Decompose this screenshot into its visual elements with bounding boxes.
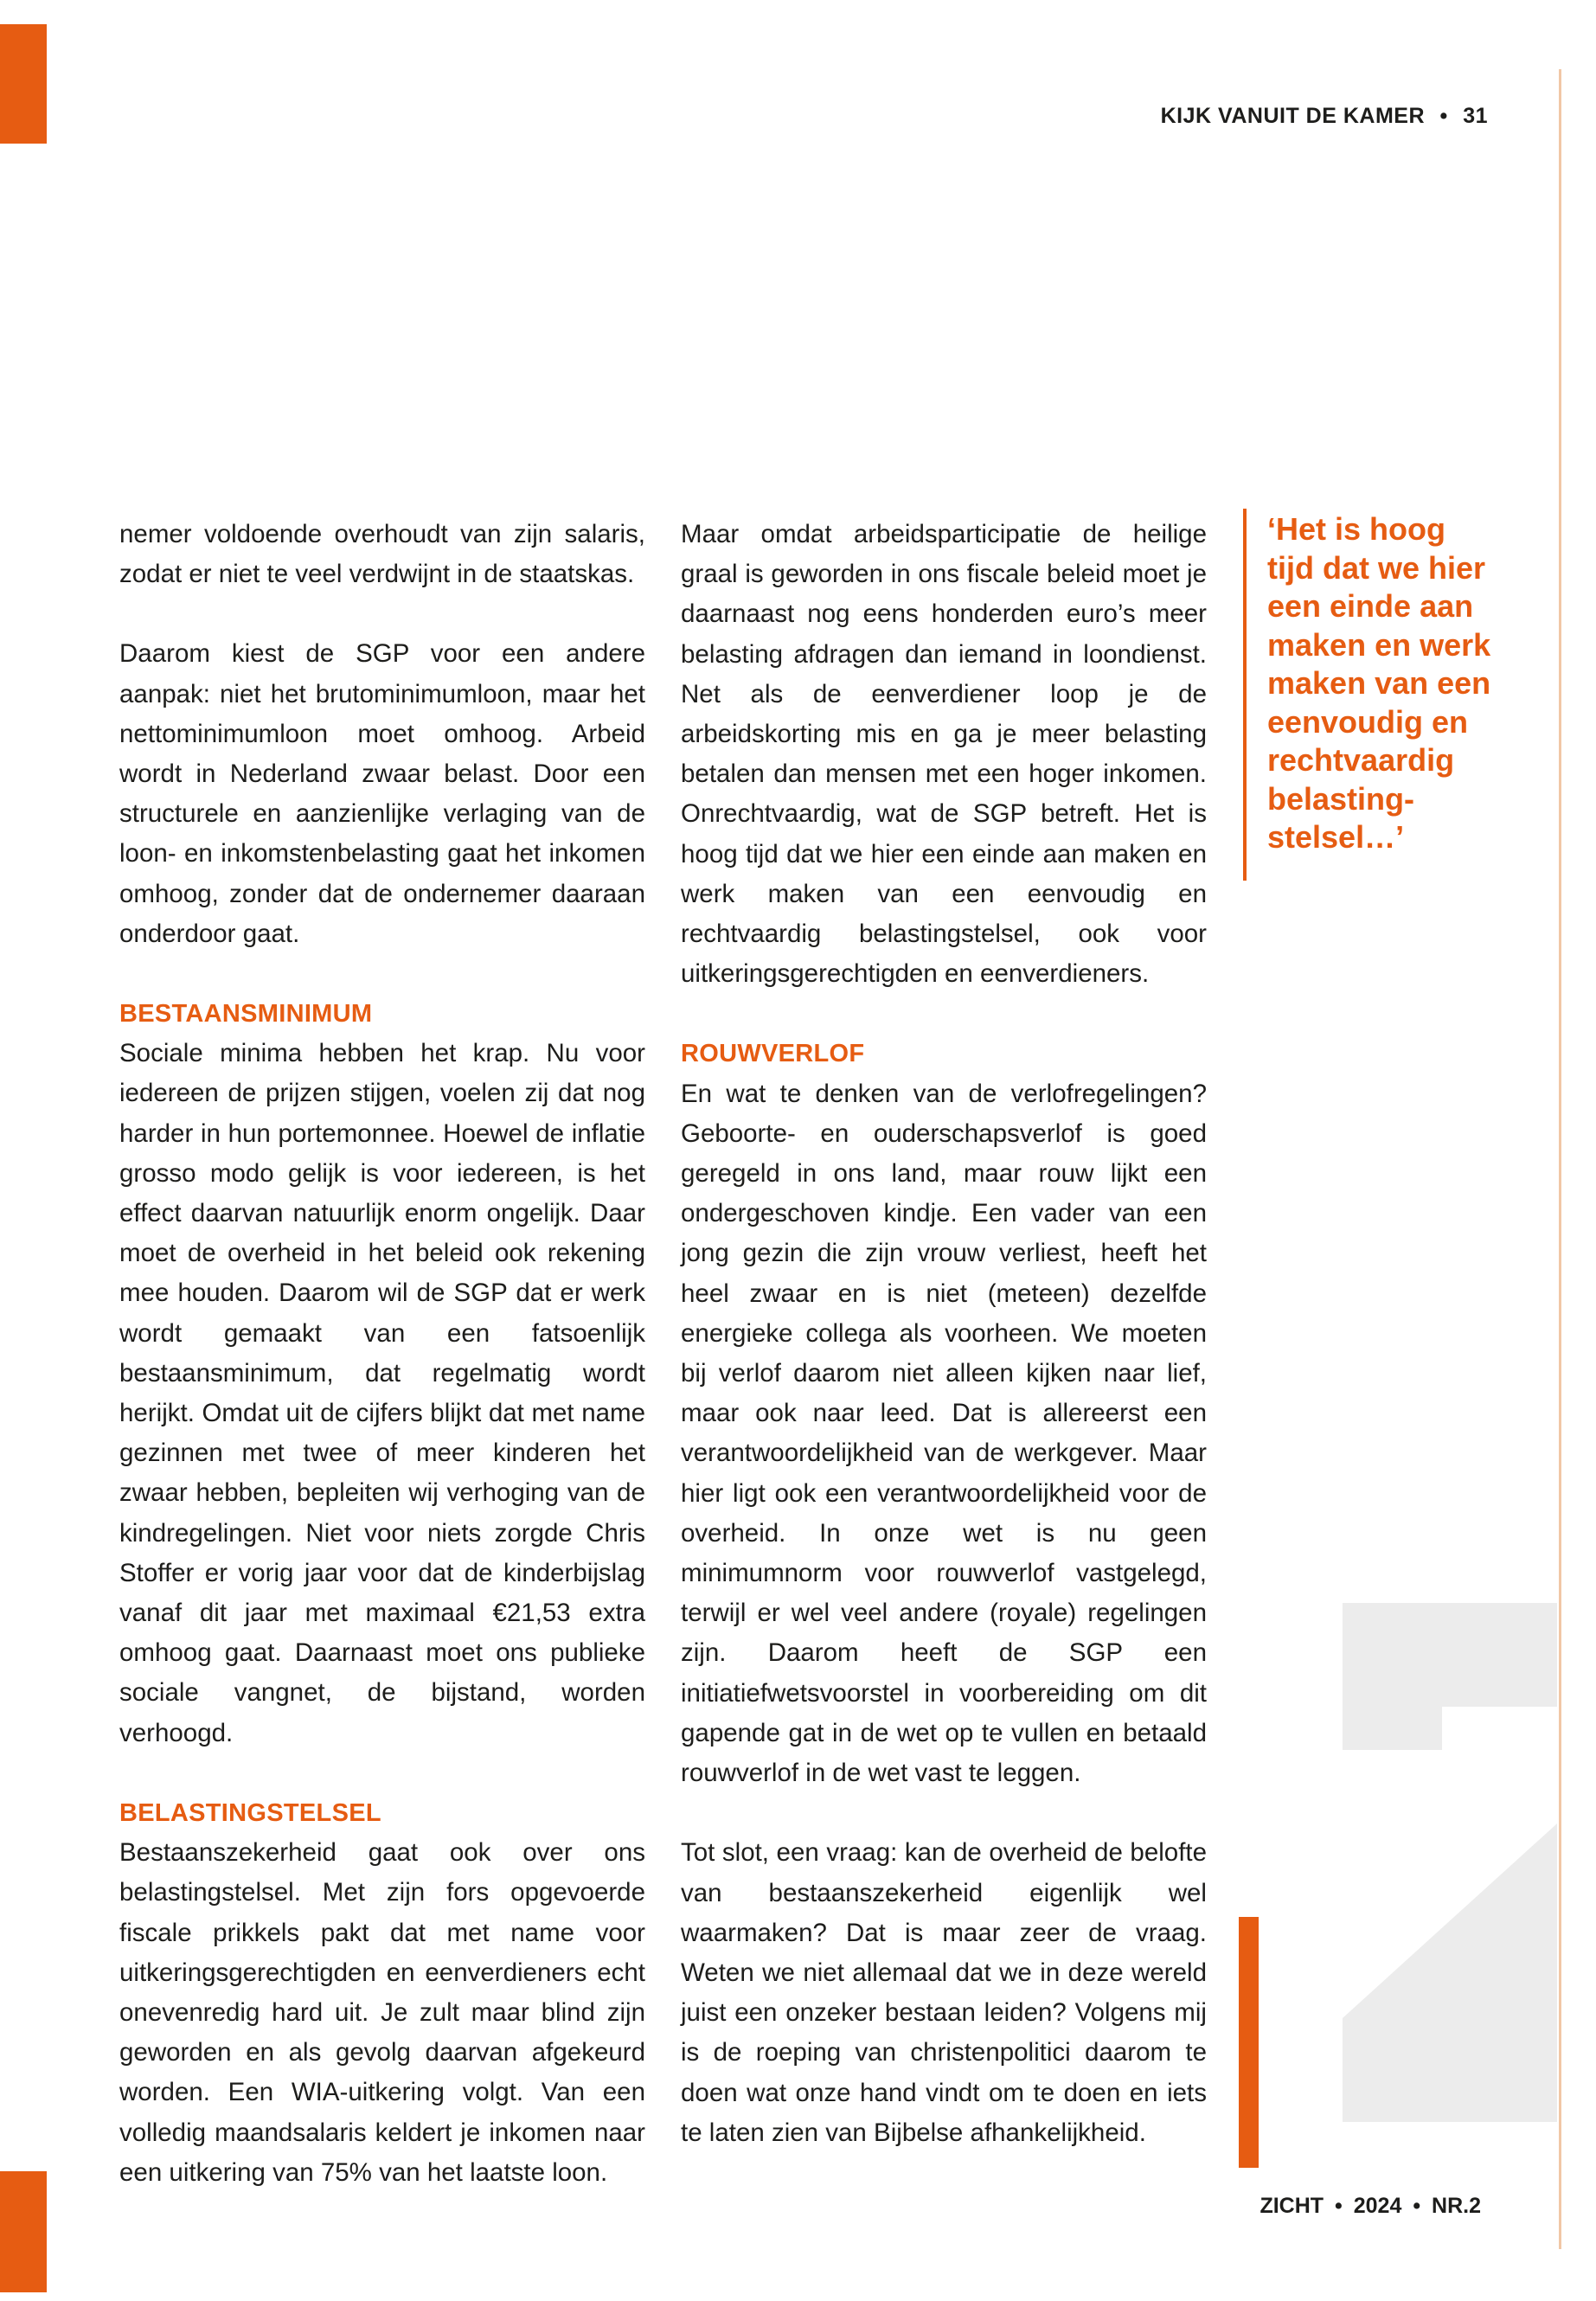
pull-quote-line: stelsel…’ <box>1267 819 1405 855</box>
bottom-orange-tab <box>0 2171 47 2292</box>
left-column <box>119 515 645 2233</box>
pull-quote-line: eenvoudig en <box>1267 703 1469 740</box>
pull-quote-line: belasting- <box>1267 780 1415 817</box>
running-header <box>1161 104 1488 129</box>
pull-quote-bar <box>1243 509 1247 881</box>
page-number: 31 <box>1463 104 1488 128</box>
right-margin-rule <box>1559 69 1561 2249</box>
z-shape-bottom <box>1343 1823 1557 2174</box>
header-separator: • <box>1439 104 1448 128</box>
paragraph: nemer voldoende overhoudt van zijn salaris, zodat er niet te veel verdwijnt in de staatskas. <box>119 520 645 589</box>
paragraph: Bestaanszekerheid gaat ook over ons belastingstelsel. Met zijn fors opgevoerde fiscale prikkels pakt dat met name voor uitkeringsgerechtigden en eenverdieners echt onevenredig hard uit. Je zult maar blind zijn geworden en als gevolg daarvan afgekeurd worden. Een WIA-uitkering volgt. Van een volledig maandsalaris keldert je inkomen naar een uitkering van 75% van het laatste loon. <box>119 1838 645 2187</box>
section-heading-belastingstelsel: BELASTINGSTELSEL <box>119 1798 381 1827</box>
pull-quote-line: maken en werk <box>1267 626 1491 663</box>
paragraph: Sociale minima hebben het krap. Nu voor iedereen de prijzen stijgen, voelen zij dat nog harder in hun portemonnee. Hoewel de inflatie grosso modo gelijk is voor iedereen, is het effect daarvan natuurlijk enorm ongelijk. Daar moet de overheid in het beleid ook rekening mee houden. Daarom wil de SGP dat er werk wordt gemaakt van een fatsoenlijk bestaansminimum, dat regelmatig wordt herijkt. Omdat uit de cijfers blijkt dat met name gezinnen met twee of meer kinderen het zwaar hebben, bepleiten wij verhoging van de kindregelingen. Niet voor niets zorgde Chris Stoffer er vorig jaar voor dat de kinderbijslag vanaf dit jaar met maximaal €21,53 extra omhoog gaat. Daarnaast moet ons publieke sociale vangnet, de bijstand, worden verhoogd. <box>119 1039 645 1747</box>
pull-quote-line: tijd dat we hier <box>1267 549 1486 586</box>
magazine-name: ZICHT <box>1259 2194 1324 2218</box>
footer-separator: • <box>1335 2194 1343 2218</box>
issue-year: 2024 <box>1353 2194 1402 2218</box>
pull-quote-line: ‘Het is hoog <box>1267 511 1445 547</box>
paragraph: En wat te denken van de verlofregelingen? Geboorte- en ouderschapsverlof is goed geregeld in ons land, maar rouw lijkt een ondergeschoven kindje. Een vader van een jong gezin die zijn vrouw verliest, heeft het heel zwaar en is niet (meteen) dezelfde energieke collega als voorheen. We moeten bij verlof daarom niet alleen kijken naar lief, maar ook naar leed. Dat is allereerst een verantwoordelijkheid van de werkgever. Maar hier ligt ook een verantwoordelijkheid voor de overheid. In onze wet is nu geen minimumnorm voor rouwverlof vastgelegd, terwijl er wel veel andere (royale) regelingen zijn. Daarom heeft de SGP een initiatiefwetsvoorstel in voorbereiding om dit gapende gat in de wet op te vullen en betaald rouwverlof in de wet vast te leggen. <box>681 1079 1207 1788</box>
section-heading-bestaansminimum: BESTAANSMINIMUM <box>119 1000 373 1029</box>
decorative-z-shape <box>1343 1603 1559 2174</box>
running-footer <box>1259 2194 1481 2219</box>
section-title: KIJK VANUIT DE KAMER <box>1160 104 1426 128</box>
middle-column <box>681 515 1207 2193</box>
paragraph: Tot slot, een vraag: kan de overheid de belofte van bestaanszekerheid eigenlijk wel waarmaken? Dat is maar zeer de vraag. Weten we niet allemaal dat we in deze wereld juist een onzeker bestaan leiden? Volgens mij is de roeping van christenpolitici daarom te doen wat onze hand vindt om te doen en iets te laten zien van Bijbelse afhankelijkheid. <box>681 1838 1207 2147</box>
top-orange-tab <box>0 24 47 144</box>
z-shape-top <box>1343 1603 1557 1750</box>
section-heading-rouwverlof: ROUWVERLOF <box>681 1040 865 1068</box>
paragraph: Maar omdat arbeidsparticipatie de heilige graal is geworden in ons fiscale beleid moet je daarnaast nog eens honderden euro’s meer belasting afdragen dan iemand in loondienst. Net als de eenverdiener loop je de arbeidskorting mis en ga je meer belasting betalen dan mensen met een hoger inkomen. Onrechtvaardig, wat de SGP betreft. Het is hoog tijd dat we hier een einde aan maken en werk maken van een eenvoudig en rechtvaardig belastingstelsel, ook voor uitkeringsgerechtigden en eenverdieners. <box>681 520 1207 989</box>
pull-quote-line: rechtvaardig <box>1267 742 1455 778</box>
decorative-orange-bar <box>1239 1917 1259 2168</box>
footer-separator: • <box>1413 2194 1421 2218</box>
paragraph: Daarom kiest de SGP voor een andere aanpak: niet het brutominimumloon, maar het nettominimumloon moet omhoog. Arbeid wordt in Nederland zwaar belast. Door een structurele en aanzienlijke verlaging van de loon- en inkomstenbelasting gaat het inkomen omhoog, zonder dat de ondernemer daaraan onderdoor gaat. <box>119 639 645 948</box>
pull-quote-line: maken van een <box>1267 665 1491 701</box>
pull-quote <box>1267 510 1527 857</box>
pull-quote-line: een einde aan <box>1267 588 1474 624</box>
issue-number: NR.2 <box>1432 2194 1481 2218</box>
